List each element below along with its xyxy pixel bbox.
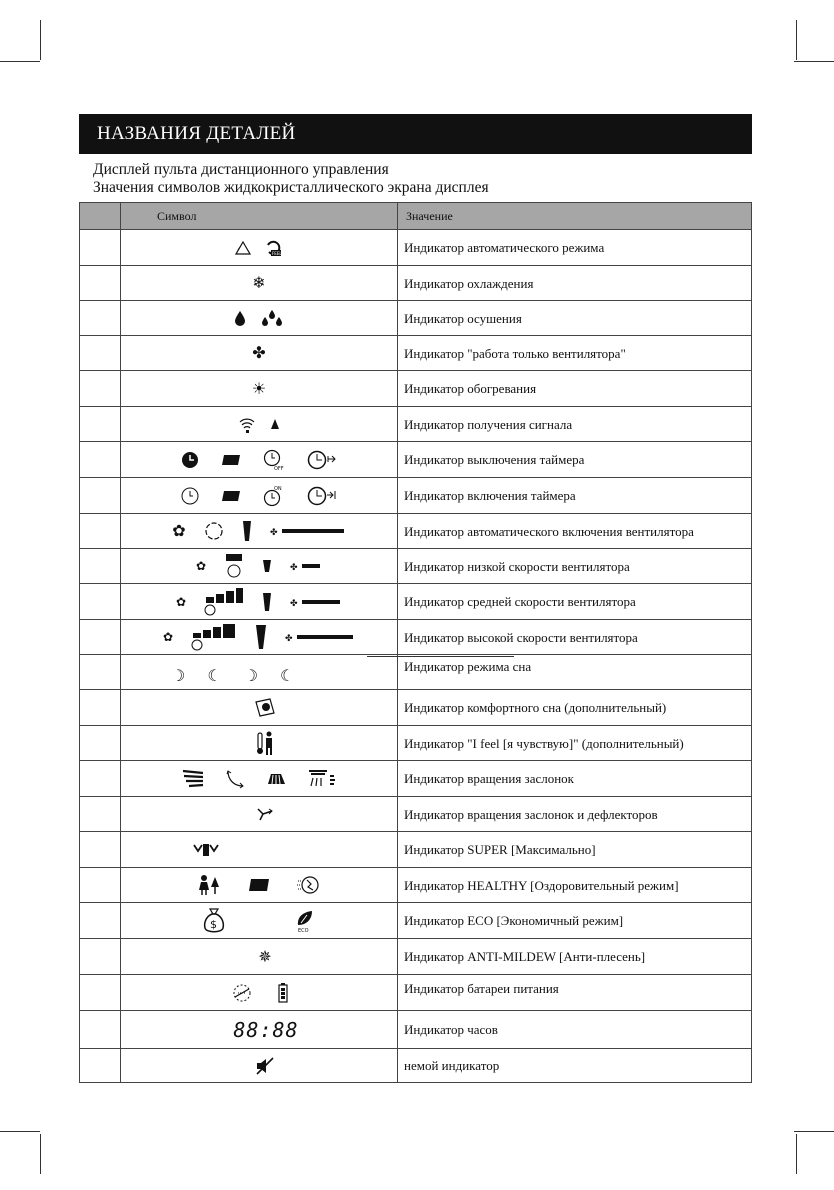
fan-icon: ✤ — [252, 343, 266, 362]
sun-icon: ☀ — [251, 378, 267, 398]
symbol-cell — [121, 939, 398, 975]
battery-icon — [278, 983, 288, 1003]
i-feel-icon — [255, 730, 275, 756]
clock-arrow-icon — [307, 450, 337, 470]
fan-low-icon: ✿ — [195, 559, 207, 573]
clock-arrow-icon — [307, 486, 337, 506]
meaning-cell: Индикатор получения сигнала — [398, 407, 752, 442]
timer-block-icon — [221, 490, 241, 502]
super-icon — [193, 842, 219, 860]
battery-low-icon — [230, 982, 254, 1004]
symbol-cell — [121, 584, 398, 620]
symbol-cell — [121, 1049, 398, 1083]
row-number — [80, 407, 121, 442]
table-row — [80, 903, 752, 939]
crop-mark — [40, 1134, 41, 1174]
meaning-cell: Индикатор осушения — [398, 301, 752, 336]
snowflake-icon: ❄ — [252, 273, 266, 292]
crop-mark — [40, 20, 41, 60]
row-number — [80, 726, 121, 761]
table-row — [80, 549, 752, 584]
symbol-cell — [121, 620, 398, 655]
svg-text:ECO: ECO — [298, 927, 309, 933]
clock-digits-icon: 88:88 — [233, 1017, 299, 1042]
meaning-cell: Индикатор SUPER [Максимально] — [398, 832, 752, 868]
table-row — [80, 336, 752, 371]
table-row — [80, 726, 752, 761]
symbol-legend-table — [79, 202, 752, 1083]
row-number — [80, 230, 121, 266]
row-number — [80, 939, 121, 975]
fan-mid-icon: ✿ — [175, 594, 187, 609]
fan-bar-icon — [255, 624, 267, 650]
symbol-cell — [121, 797, 398, 832]
row-number — [80, 442, 121, 478]
row-number — [80, 761, 121, 797]
clock-off-icon — [263, 449, 285, 471]
fan-speed-bar-icon — [290, 561, 322, 571]
clock-on-icon — [263, 485, 285, 507]
crop-mark — [796, 20, 797, 60]
svg-text:ON: ON — [274, 485, 282, 492]
meaning-cell: Индикатор "I feel [я чувствую]" (дополнительный) — [398, 726, 752, 761]
symbol-cell — [121, 690, 398, 726]
header-symbol: Символ — [121, 203, 398, 230]
table-row — [80, 514, 752, 549]
drops-icon — [260, 309, 284, 327]
symbol-cell — [121, 868, 398, 903]
fan-ring-icon — [204, 521, 224, 541]
table-row — [80, 939, 752, 975]
meaning-cell: Индикатор батареи питания — [398, 975, 752, 1011]
fan-high-icon: ✿ — [162, 630, 174, 644]
row-number — [80, 301, 121, 336]
row-number — [80, 478, 121, 514]
row-number — [80, 903, 121, 939]
swing-louver-icon — [265, 772, 287, 786]
sleep-moon-3-icon: ☽ — [243, 666, 259, 685]
svg-text:✤: ✤ — [285, 634, 293, 642]
row-number — [80, 620, 121, 655]
page-subtitle-remote: Дисплей пульта дистанционного управления — [93, 161, 389, 178]
meaning-cell: Индикатор ECO [Экономичный режим] — [398, 903, 752, 939]
crop-mark — [794, 61, 834, 62]
table-row — [80, 868, 752, 903]
svg-text:✤: ✤ — [290, 563, 298, 571]
timer-block-icon — [221, 454, 241, 466]
fan-bar-icon — [262, 592, 272, 612]
meaning-cell: Индикатор выключения таймера — [398, 442, 752, 478]
table-row — [80, 761, 752, 797]
anti-mildew-icon: ✵ — [258, 946, 272, 966]
meaning-cell: Индикатор "работа только вентилятора" — [398, 336, 752, 371]
header-meaning: Значение — [398, 203, 752, 230]
row-number — [80, 832, 121, 868]
fan-steps-mid-icon — [204, 588, 244, 616]
table-row — [80, 975, 752, 1011]
table-row — [80, 1049, 752, 1083]
row-number — [80, 655, 121, 690]
table-row — [80, 1011, 752, 1049]
table-row — [80, 442, 752, 478]
fan-speed-bar-icon — [285, 632, 355, 642]
row-number — [80, 868, 121, 903]
symbol-cell — [121, 761, 398, 797]
crop-mark — [0, 1131, 40, 1132]
meaning-cell: Индикатор включения таймера — [398, 478, 752, 514]
eco-leaf-icon — [295, 909, 315, 933]
symbol-cell — [121, 832, 398, 868]
meaning-cell: Индикатор обогревания — [398, 371, 752, 407]
meaning-cell: Индикатор часов — [398, 1011, 752, 1049]
row-number — [80, 975, 121, 1011]
mute-icon — [255, 1057, 275, 1075]
meaning-cell: Индикатор вращения заслонок и дефлекторов — [398, 797, 752, 832]
row-number — [80, 371, 121, 407]
fan-bar-icon — [242, 520, 252, 542]
swing-arrow-icon — [225, 769, 245, 789]
symbol-cell — [121, 514, 398, 549]
row-number — [80, 336, 121, 371]
row-number — [80, 549, 121, 584]
meaning-cell: Индикатор автоматического включения вентилятора — [398, 514, 752, 549]
deflector-icon — [256, 805, 274, 823]
comfort-sleep-icon — [254, 698, 276, 718]
table-row — [80, 620, 752, 655]
row-number — [80, 514, 121, 549]
symbol-cell — [121, 230, 398, 266]
meaning-cell: Индикатор комфортного сна (дополнительный) — [398, 690, 752, 726]
sleep-row-underline — [367, 656, 514, 657]
healthy-ion-icon — [296, 875, 320, 895]
fan-swirl-icon: ✿ — [172, 521, 186, 540]
symbol-cell — [121, 903, 398, 939]
row-number — [80, 584, 121, 620]
table-row — [80, 797, 752, 832]
sleep-moon-4-icon: ☾ — [280, 666, 295, 685]
fan-speed-bar-icon — [270, 526, 346, 536]
row-number — [80, 1011, 121, 1049]
table-row — [80, 655, 752, 690]
fan-bar-icon — [262, 559, 272, 573]
signal-icon — [238, 415, 256, 433]
page-title: НАЗВАНИЯ ДЕТАЛЕЙ — [79, 114, 752, 154]
sleep-moon-1-icon: ☽ — [171, 666, 186, 685]
table-row — [80, 478, 752, 514]
svg-text:✤: ✤ — [269, 528, 278, 536]
auto-mode-feel-icon — [265, 239, 283, 257]
symbol-cell — [121, 266, 398, 301]
header-number — [80, 203, 121, 230]
healthy-block-icon — [248, 878, 270, 892]
symbol-cell — [121, 371, 398, 407]
symbol-cell — [121, 478, 398, 514]
fan-steps-low-icon — [224, 553, 244, 579]
meaning-cell: Индикатор режима сна — [398, 655, 752, 690]
symbol-cell — [121, 549, 398, 584]
sleep-moon-2-icon: ☾ — [207, 666, 222, 685]
fan-speed-bar-icon — [290, 597, 342, 607]
meaning-cell: Индикатор высокой скорости вентилятора — [398, 620, 752, 655]
table-header-row — [80, 203, 752, 230]
symbol-cell — [121, 336, 398, 371]
eco-money-icon — [203, 908, 225, 934]
table-row — [80, 584, 752, 620]
symbol-cell — [121, 301, 398, 336]
meaning-cell: Индикатор автоматического режима — [398, 230, 752, 266]
swing-fan-icon — [181, 769, 205, 789]
symbol-cell — [121, 726, 398, 761]
clock-filled-icon — [181, 451, 199, 469]
table-row — [80, 690, 752, 726]
symbol-cell — [121, 655, 398, 690]
table-row — [80, 407, 752, 442]
drop-icon — [234, 310, 246, 326]
row-number — [80, 1049, 121, 1083]
triangle-icon — [270, 418, 280, 430]
healthy-tree-icon — [198, 874, 222, 896]
symbol-cell — [121, 442, 398, 478]
page-subtitle-lcd: Значения символов жидкокристаллического экрана дисплея — [93, 179, 489, 196]
table-row — [80, 832, 752, 868]
swing-bars-icon — [307, 768, 337, 790]
symbol-cell — [121, 975, 398, 1011]
svg-text:OFF: OFF — [274, 465, 284, 471]
meaning-cell: Индикатор HEALTHY [Оздоровительный режим] — [398, 868, 752, 903]
table-row — [80, 266, 752, 301]
table-row — [80, 230, 752, 266]
clock-outline-icon — [181, 487, 199, 505]
svg-text:FEEL: FEEL — [272, 250, 282, 256]
table-row — [80, 371, 752, 407]
meaning-cell: Индикатор средней скорости вентилятора — [398, 584, 752, 620]
meaning-cell: Индикатор охлаждения — [398, 266, 752, 301]
meaning-cell: Индикатор низкой скорости вентилятора — [398, 549, 752, 584]
auto-mode-triangle-icon — [235, 241, 251, 255]
fan-steps-high-icon — [191, 623, 237, 651]
svg-text:✤: ✤ — [290, 598, 298, 607]
crop-mark — [794, 1131, 834, 1132]
symbol-cell — [121, 1011, 398, 1049]
crop-mark — [0, 61, 40, 62]
meaning-cell: Индикатор вращения заслонок — [398, 761, 752, 797]
svg-text:$: $ — [210, 917, 217, 931]
row-number — [80, 690, 121, 726]
table-row — [80, 301, 752, 336]
row-number — [80, 266, 121, 301]
row-number — [80, 797, 121, 832]
meaning-cell: немой индикатор — [398, 1049, 752, 1083]
symbol-cell — [121, 407, 398, 442]
meaning-cell: Индикатор ANTI-MILDEW [Анти-плесень] — [398, 939, 752, 975]
crop-mark — [796, 1134, 797, 1174]
